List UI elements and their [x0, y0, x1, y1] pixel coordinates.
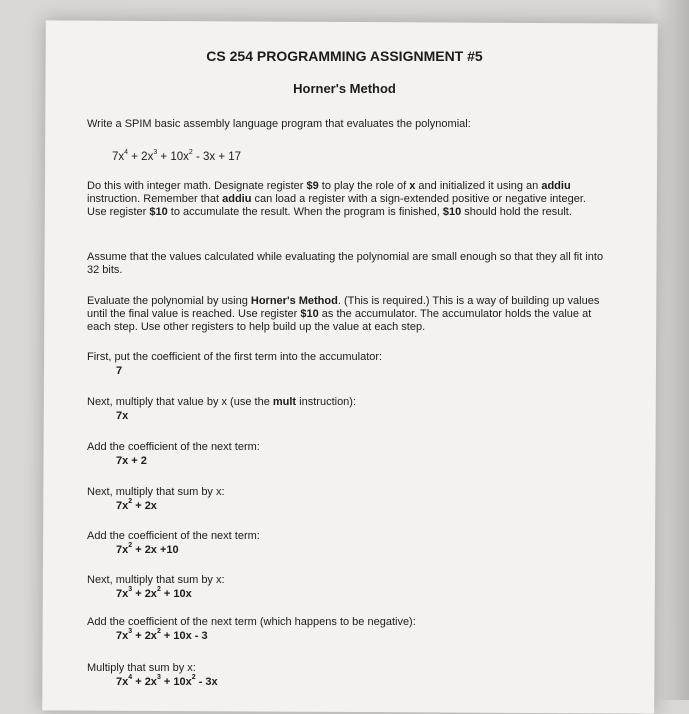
step-3-expr: 7x + 2	[116, 455, 147, 467]
step-2-label: Next, multiply that value by x (use the mult instruction):	[87, 396, 357, 408]
polynomial: $7x^4 + 2x^3 + 10x^2 - 3x + 17$	[112, 149, 242, 163]
step-1-label: First, put the coefficient of the first term into the accumulator:	[87, 351, 383, 363]
step-5-label: Add the coefficient of the next term:	[87, 530, 260, 542]
paragraph-32bits: Assume that the values calculated while evaluating the polynomial are small enough so that they all fit into 32 bits.	[87, 251, 604, 276]
paragraph-registers: Do this with integer math. Designate register $9 to play the role of x and initialized it using an addiu instruction. Remember that addiu can load a register with a sign-extended positive or negative integer. Use register $10 to accumulate the result. When the program is finished, $10 should hold the result.	[87, 180, 586, 218]
step-3-label: Add the coefficient of the next term:	[87, 441, 260, 453]
step-1-expr: 7	[116, 365, 123, 377]
step-8-label: Multiply that sum by x:	[87, 662, 196, 674]
step-6-label: Next, multiply that sum by x:	[87, 574, 225, 586]
intro-text: Write a SPIM basic assembly language program that evaluates the polynomial:	[87, 118, 471, 130]
step-5-expr: $7x^2 + 2x +10$	[116, 542, 179, 556]
step-7-expr: $7x^3 + 2x^2 + 10x - 3$	[116, 628, 208, 642]
paragraph-horner: Evaluate the polynomial by using Horner's Method. (This is required.) This is a way of building up values until the final value is reached. Use register $10 as the accumulator. The accumulator holds the value at each step. Use other registers to help build up the value at each step.	[87, 295, 600, 333]
step-4-expr: $7x^2 + 2x$	[116, 498, 157, 512]
assignment-title: CS 254 PROGRAMMING ASSIGNMENT #5	[206, 48, 483, 64]
step-4-label: Next, multiply that sum by x:	[87, 486, 225, 498]
step-8-expr: $7x^4 + 2x^3 + 10x^2 - 3x$	[116, 674, 218, 688]
page-edge-shadow	[655, 0, 689, 700]
step-2-expr: 7x	[116, 410, 129, 422]
step-7-label: Add the coefficient of the next term (which happens to be negative):	[87, 616, 416, 628]
step-6-expr: $7x^3 + 2x^2 + 10x$	[116, 586, 192, 600]
assignment-subtitle: Horner's Method	[293, 81, 396, 96]
